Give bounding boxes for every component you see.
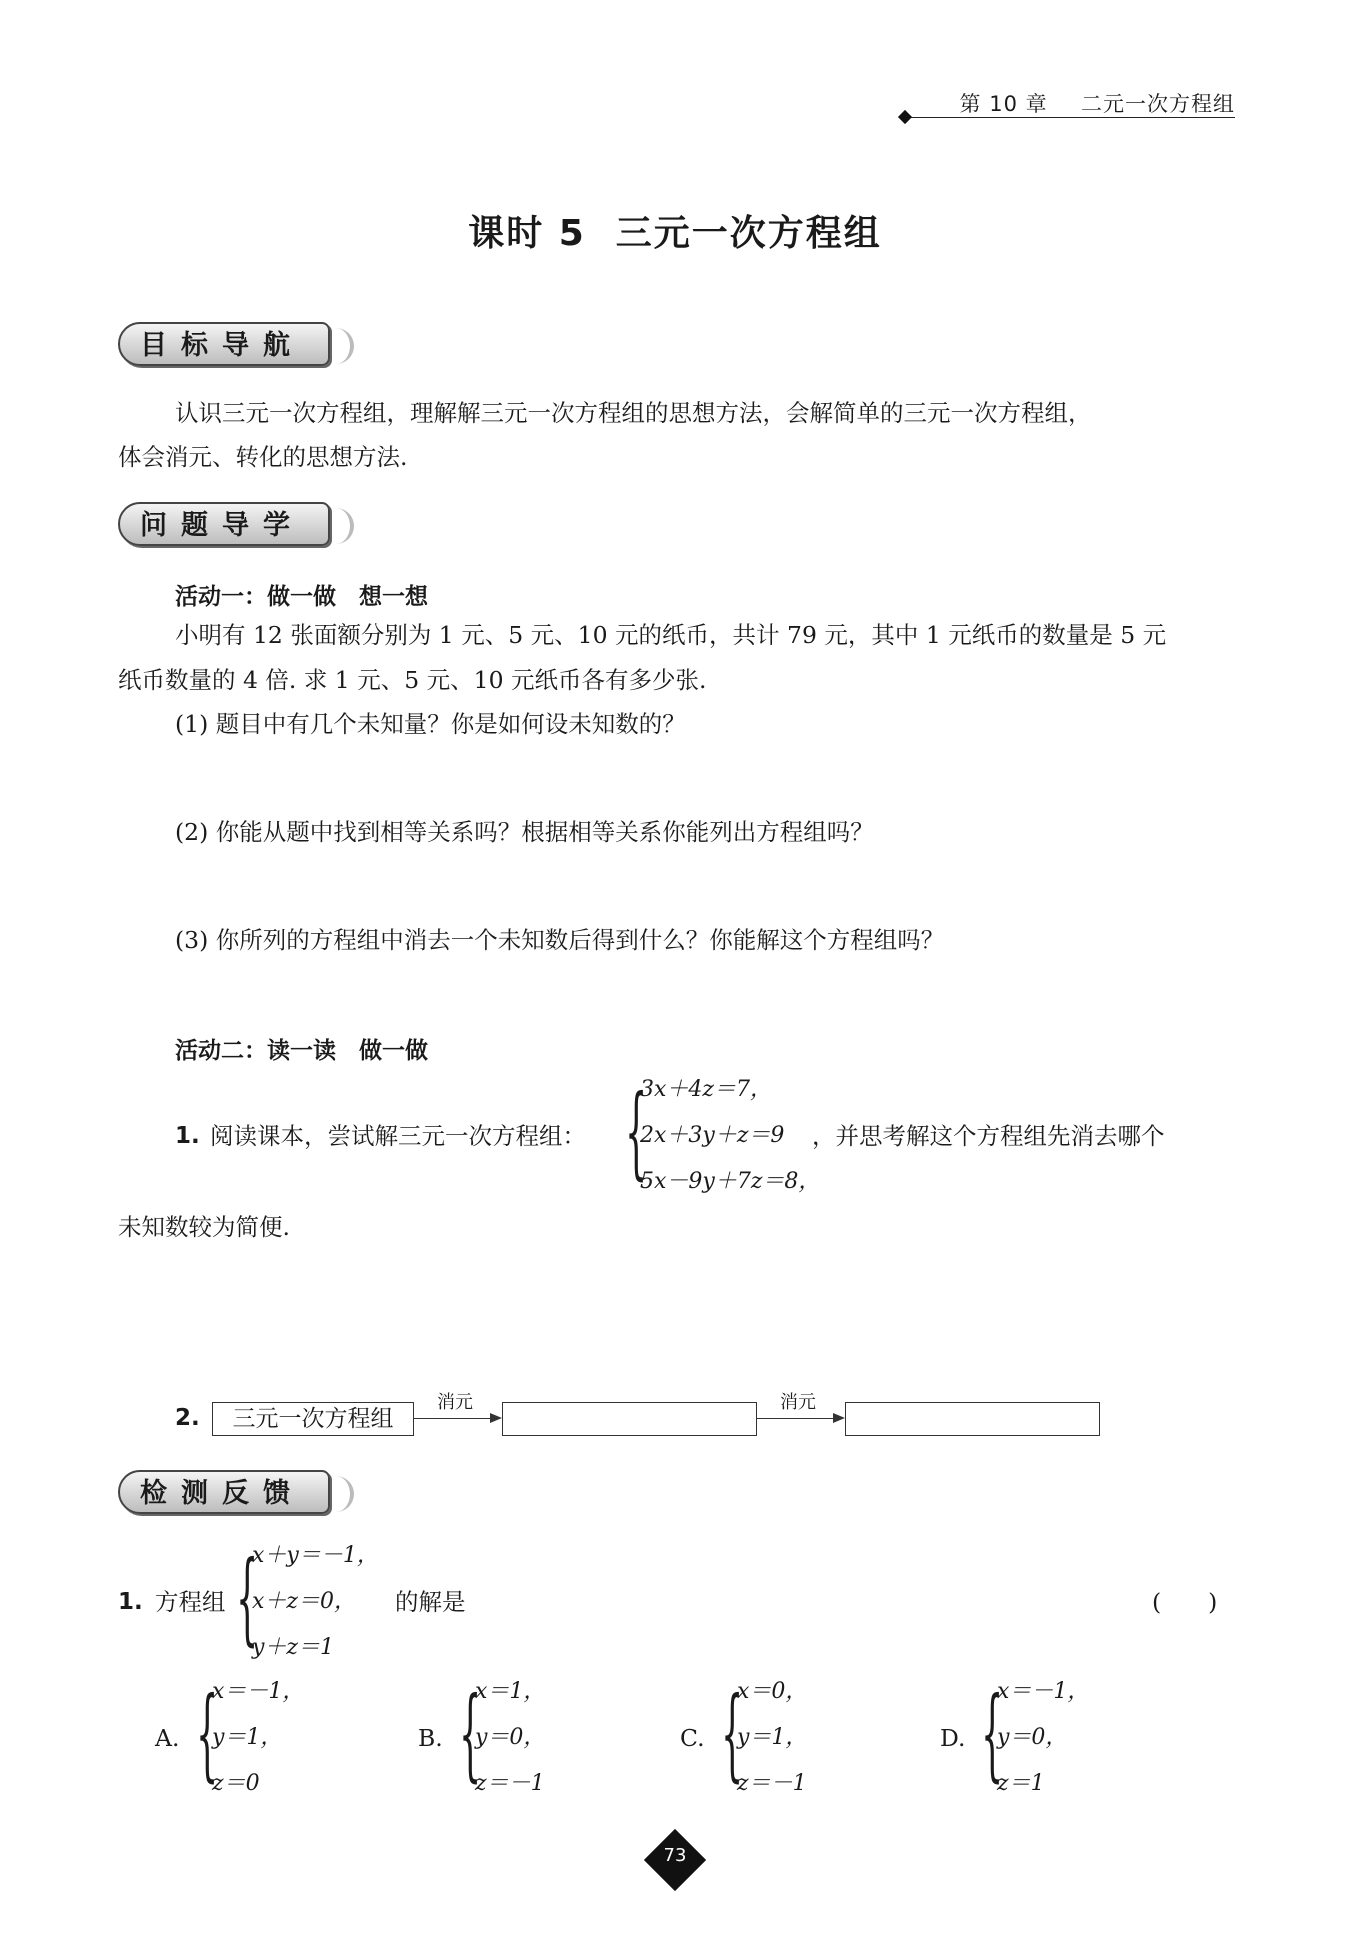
section-tag-guide: 问题导学: [118, 502, 330, 546]
flow-box-blank-2[interactable]: [845, 1402, 1100, 1436]
flow-box-blank-1[interactable]: [502, 1402, 757, 1436]
flow-box-ternary-system: 三元一次方程组: [212, 1402, 414, 1436]
flow-arrow-1: [414, 1418, 492, 1419]
section-tag-check: 检测反馈: [118, 1470, 330, 1514]
section-tag-goal: 目标导航: [118, 322, 330, 366]
check-q1-label: 方程组: [155, 1588, 226, 1616]
activity2-heading: 活动二：读一读 做一做: [175, 1038, 428, 1064]
activity1-question-2: (2) 你能从题中找到相等关系吗？根据相等关系你能列出方程组吗？: [175, 818, 874, 846]
option-d-line1: x＝－1，: [997, 1679, 1090, 1704]
activity1-heading: 活动一：做一做 想一想: [175, 584, 428, 610]
option-c-brace: {: [721, 1675, 744, 1792]
flow-arrow-label-2: 消元: [780, 1392, 816, 1413]
system-equation-1: 3x＋4z＝7，: [640, 1077, 772, 1102]
goal-text-line2: 体会消元、转化的思想方法.: [118, 443, 408, 471]
option-d-line3: z＝1: [997, 1771, 1045, 1796]
option-a-line2: y＝1，: [212, 1725, 283, 1750]
flow-arrow-head-2-icon: [833, 1413, 845, 1423]
check-q1-number: 1.: [118, 1589, 143, 1615]
option-b-brace: {: [459, 1675, 482, 1792]
option-b-line1: x＝1，: [475, 1679, 546, 1704]
option-d-brace: {: [981, 1675, 1004, 1792]
check-q1-suffix: 的解是: [395, 1588, 466, 1616]
flow-arrow-label-1: 消元: [437, 1392, 473, 1413]
goal-text-line1: 认识三元一次方程组，理解解三元一次方程组的思想方法，会解简单的三元一次方程组，: [175, 399, 1092, 427]
activity2-item1-suffix: ，并思考解这个方程组先消去哪个: [812, 1122, 1165, 1150]
system-brace: {: [625, 1073, 648, 1190]
option-a-line1: x＝－1，: [212, 1679, 305, 1704]
activity2-item1-text: 阅读课本，尝试解三元一次方程组：: [210, 1122, 586, 1150]
activity1-problem-line1: 小明有 12 张面额分别为 1 元、5 元、10 元的纸币，共计 79 元，其中 1 元纸币的数量是 5 元: [175, 621, 1167, 649]
check-q1-brace: {: [236, 1539, 259, 1656]
chapter-subject: 二元一次方程组: [1081, 92, 1235, 116]
system-equation-2: 2x＋3y＋z＝9: [640, 1123, 785, 1148]
option-c-line1: x＝0，: [737, 1679, 808, 1704]
option-b-line3: z＝－1: [475, 1771, 545, 1796]
option-d-line2: y＝0，: [997, 1725, 1068, 1750]
running-header: [960, 88, 1235, 118]
chapter-label: 第 10 章: [959, 92, 1048, 116]
header-diamond-icon: [898, 110, 912, 124]
check-q1-eq3: y＋z＝1: [252, 1635, 335, 1660]
lesson-name: 三元一次方程组: [615, 213, 882, 254]
header-rule: [905, 117, 1235, 118]
activity1-problem-line2: 纸币数量的 4 倍. 求 1 元、5 元、10 元纸币各有多少张.: [118, 666, 707, 694]
check-q1-eq1: x＋y＝－1，: [252, 1543, 379, 1568]
activity2-item1-number: 1.: [175, 1123, 200, 1149]
page-title: [0, 205, 1350, 256]
flow-arrow-2: [757, 1418, 835, 1419]
option-a-label[interactable]: A.: [155, 1724, 180, 1752]
option-a-line3: z＝0: [212, 1771, 260, 1796]
answer-parentheses[interactable]: ( ): [1152, 1588, 1218, 1616]
check-q1-eq2: x＋z＝0，: [252, 1589, 356, 1614]
option-c-line2: y＝1，: [737, 1725, 808, 1750]
lesson-number: 课时 5: [468, 213, 586, 254]
option-c-line3: z＝－1: [737, 1771, 807, 1796]
option-d-label[interactable]: D.: [940, 1724, 966, 1752]
option-b-label[interactable]: B.: [418, 1724, 443, 1752]
option-a-brace: {: [196, 1675, 219, 1792]
activity2-item1-end: 未知数较为简便.: [118, 1213, 290, 1241]
system-equation-3: 5x－9y＋7z＝8，: [640, 1169, 821, 1194]
activity2-item2-number: 2.: [175, 1405, 200, 1431]
option-c-label[interactable]: C.: [680, 1724, 705, 1752]
option-b-line2: y＝0，: [475, 1725, 546, 1750]
flow-arrow-head-1-icon: [490, 1413, 502, 1423]
page-number: 73: [663, 1845, 687, 1866]
activity1-question-3: (3) 你所列的方程组中消去一个未知数后得到什么？你能解这个方程组吗？: [175, 926, 945, 954]
activity1-question-1: (1) 题目中有几个未知量？你是如何设未知数的？: [175, 710, 686, 738]
